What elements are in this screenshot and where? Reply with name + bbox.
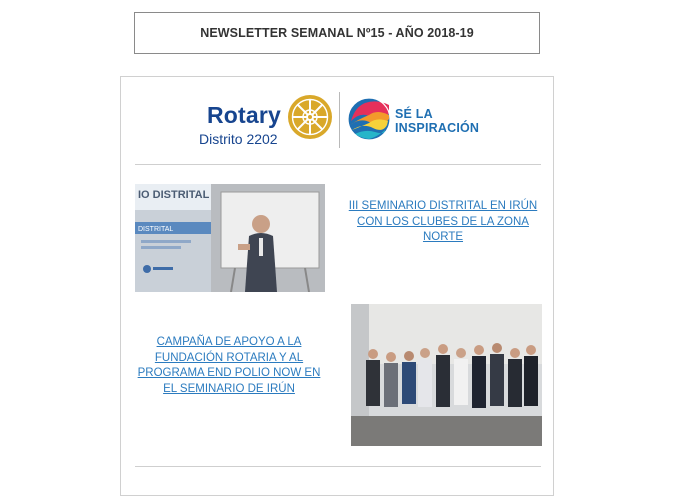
seminar-photo [135,184,325,292]
rotary-wheel-icon [287,94,333,140]
article-link-seminar[interactable]: III SEMINARIO DISTRITAL EN IRÚN CON LOS CLUBES DE LA ZONA NORTE [348,200,538,243]
rotary-wordmark: Rotary [207,102,282,128]
theme-emblem-icon [347,97,391,141]
group-photo [351,304,542,446]
newsletter-title: NEWSLETTER SEMANAL Nº15 - AÑO 2018-19 [134,12,540,54]
separator-bottom [135,466,541,467]
slide-subheading: DISTRITAL [138,226,174,233]
newsletter-card [120,76,554,496]
district-label: Distrito 2202 [199,131,278,147]
theme-line-2: INSPIRACIÓN [395,121,480,135]
header-logos [121,77,555,165]
theme-text [395,107,479,135]
logo-divider [339,92,340,148]
article-link-polio-campaign[interactable]: CAMPAÑA DE APOYO A LA FUNDACIÓN ROTARIA Y AL PROGRAMA END POLIO NOW EN EL SEMINARIO DE IRÚN [137,336,321,395]
theme-line-1: SÉ LA [395,107,433,121]
separator-top [135,164,541,165]
slide-heading: IO DISTRITAL [138,189,210,201]
